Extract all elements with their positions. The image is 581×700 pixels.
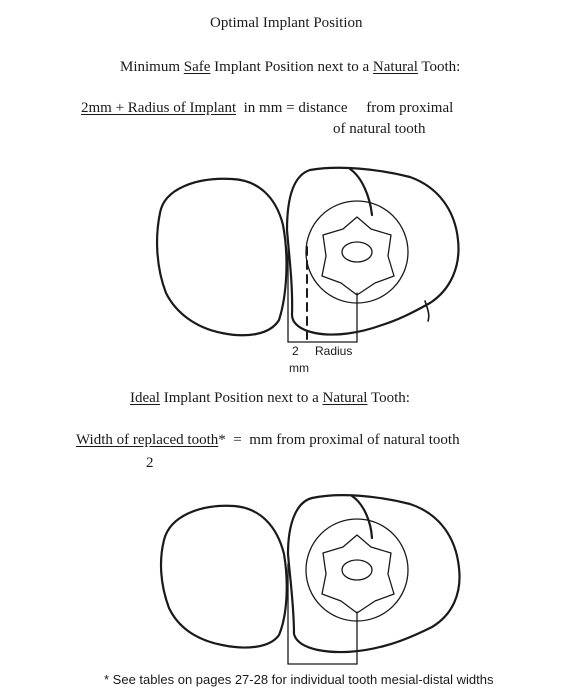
left-tooth-outline xyxy=(157,179,286,335)
label-radius: Radius xyxy=(315,344,353,358)
label-2: 2 xyxy=(292,344,299,358)
section2-heading xyxy=(130,389,410,407)
section2-heading-post: Tooth: xyxy=(367,390,410,406)
footnote: * See tables on pages 27-28 for individual tooth mesial-distal widths xyxy=(104,672,494,687)
diagram-safe-position xyxy=(0,155,581,380)
diagram-ideal-position xyxy=(0,482,581,672)
section1-formula-rest: in mm = distance from proximal xyxy=(236,100,454,116)
left-tooth-outline xyxy=(161,506,287,648)
implant-center-hole xyxy=(342,560,372,580)
section2-heading-natural: Natural xyxy=(322,390,368,406)
implant-center-hole xyxy=(342,242,372,262)
page-title: Optimal Implant Position xyxy=(210,15,363,31)
section1-heading-safe: Safe xyxy=(183,59,211,75)
section2-formula-numerator: Width of replaced tooth xyxy=(76,432,219,448)
section1-heading-natural: Natural xyxy=(372,59,418,75)
implant-hex-star xyxy=(322,535,394,613)
section2-heading-ideal: Ideal xyxy=(130,390,160,406)
implant-hex-star xyxy=(322,217,394,295)
natural-tooth-outline xyxy=(287,168,458,335)
section1-heading-pre: Minimum xyxy=(120,59,184,75)
section1-formula-line2: of natural tooth xyxy=(333,121,426,137)
section1-formula xyxy=(81,99,453,117)
implant-platform-circle xyxy=(306,519,408,621)
section2-formula-denominator: 2 xyxy=(146,455,154,471)
tooth-fissure-line xyxy=(350,169,372,215)
label-mm: mm xyxy=(289,361,309,375)
section2-formula xyxy=(76,431,460,449)
section1-formula-numerator: 2mm + Radius of Implant xyxy=(81,100,237,116)
implant-platform-circle xyxy=(306,201,408,303)
section2-heading-mid: Implant Position next to a xyxy=(159,390,323,406)
tooth-fissure-line xyxy=(352,496,372,538)
section1-heading-mid: Implant Position next to a xyxy=(210,59,373,75)
section1-heading-post: Tooth: xyxy=(417,59,461,75)
section2-formula-rest: * = mm from proximal of natural tooth xyxy=(218,432,460,448)
natural-tooth-outline xyxy=(288,495,460,652)
section1-heading xyxy=(120,58,460,76)
